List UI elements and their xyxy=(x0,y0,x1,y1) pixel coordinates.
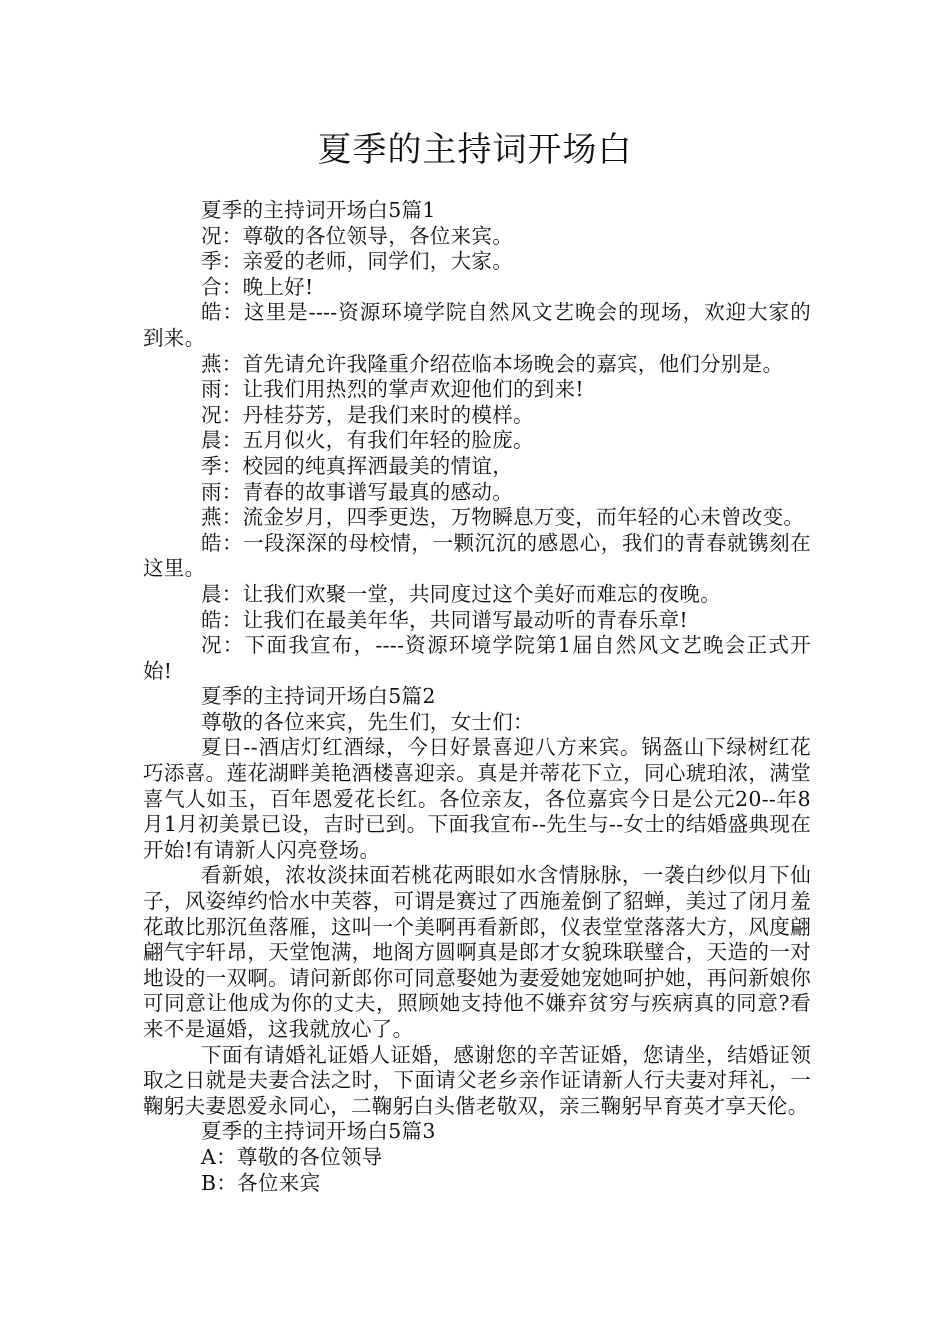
paragraph: 皓：让我们在最美年华，共同谱写最动听的青春乐章! xyxy=(201,607,688,632)
paragraph: 季：校园的纯真挥洒最美的情谊， xyxy=(201,453,513,478)
paragraph: B：各位来宾 xyxy=(201,1170,321,1195)
paragraph: 雨：让我们用热烈的掌声欢迎他们的到来! xyxy=(201,377,584,402)
paragraph: 看新娘，浓妆淡抹面若桃花两眼如水含情脉脉，一袭白纱似月下仙子，风姿绰约恰水中芙蓉，可谓是赛过了西施羞倒了貂蝉，美过了闭月羞花敢比那沉鱼落雁，这叫一个美啊再看新郎，仪表堂堂落落大方，风度翩翩气宇轩昂，天堂饱满，地阁方圆啊真是郎才女貌珠联璧合，天造的一对地设的一双啊。请问新郎你可同意娶她为妻爱她宠她呵护她，再问新娘你可同意让他成为你的丈夫，照顾她支持他不嫌弃贫穷与疾病真的同意?看来不是逼婚，这我就放心了。 xyxy=(143,863,811,1041)
paragraph: 况：下面我宣布，----资源环境学院第1届自然风文艺晚会正式开始! xyxy=(143,633,811,683)
paragraph: 夏季的主持词开场白5篇1 xyxy=(201,198,436,222)
paragraph: 皓：这里是----资源环境学院自然风文艺晚会的现场，欢迎大家的到来。 xyxy=(143,300,811,350)
paragraph: 夏季的主持词开场白5篇3 xyxy=(201,1119,436,1144)
paragraph: 燕：首先请允许我隆重介绍莅临本场晚会的嘉宾，他们分别是。 xyxy=(201,351,784,376)
paragraph: 尊敬的各位来宾，先生们，女士们： xyxy=(201,709,534,734)
paragraph: 夏季的主持词开场白5篇2 xyxy=(201,684,436,709)
paragraph: 燕：流金岁月，四季更迭，万物瞬息万变，而年轻的心未曾改变。 xyxy=(201,505,805,530)
paragraph: A：尊敬的各位领导 xyxy=(201,1144,383,1169)
paragraph: 下面有请婚礼证婚人证婚，感谢您的辛苦证婚，您请坐，结婚证领取之日就是夫妻合法之时，下面请父老乡亲作证请新人行夫妻对拜礼，一鞠躬夫妻恩爱永同心，二鞠躬白头偕老敬双，亲三鞠躬早育英才享天伦。 xyxy=(143,1042,811,1118)
document-title: 夏季的主持词开场白 xyxy=(317,130,633,170)
paragraph: 夏日--酒店灯红酒绿，今日好景喜迎八方来宾。锅盔山下绿树红花巧添喜。莲花湖畔美艳酒楼喜迎亲。真是并蒂花下立，同心琥珀浓，满堂喜气人如玉，百年恩爱花长红。各位亲友，各位嘉宾今日是公元20--年8月1月初美景已设，吉时已到。下面我宣布--先生与--女士的结婚盛典现在开始!有请新人闪亮登场。 xyxy=(143,735,811,862)
paragraph: 雨：青春的故事谱写最真的感动。 xyxy=(201,479,513,504)
paragraph: 晨：五月似火，有我们年轻的脸庞。 xyxy=(201,428,534,453)
paragraph: 皓：一段深深的母校情，一颗沉沉的感恩心，我们的青春就镌刻在这里。 xyxy=(143,530,811,581)
paragraph: 合：晚上好! xyxy=(201,274,314,299)
paragraph: 况：尊敬的各位领导，各位来宾。 xyxy=(201,223,513,248)
paragraph: 季：亲爱的老师，同学们，大家。 xyxy=(201,249,513,274)
paragraph: 况：丹桂芬芳，是我们来时的模样。 xyxy=(201,402,534,427)
paragraph: 晨：让我们欢聚一堂，共同度过这个美好而难忘的夜晚。 xyxy=(201,581,721,606)
document-body xyxy=(143,198,811,1196)
